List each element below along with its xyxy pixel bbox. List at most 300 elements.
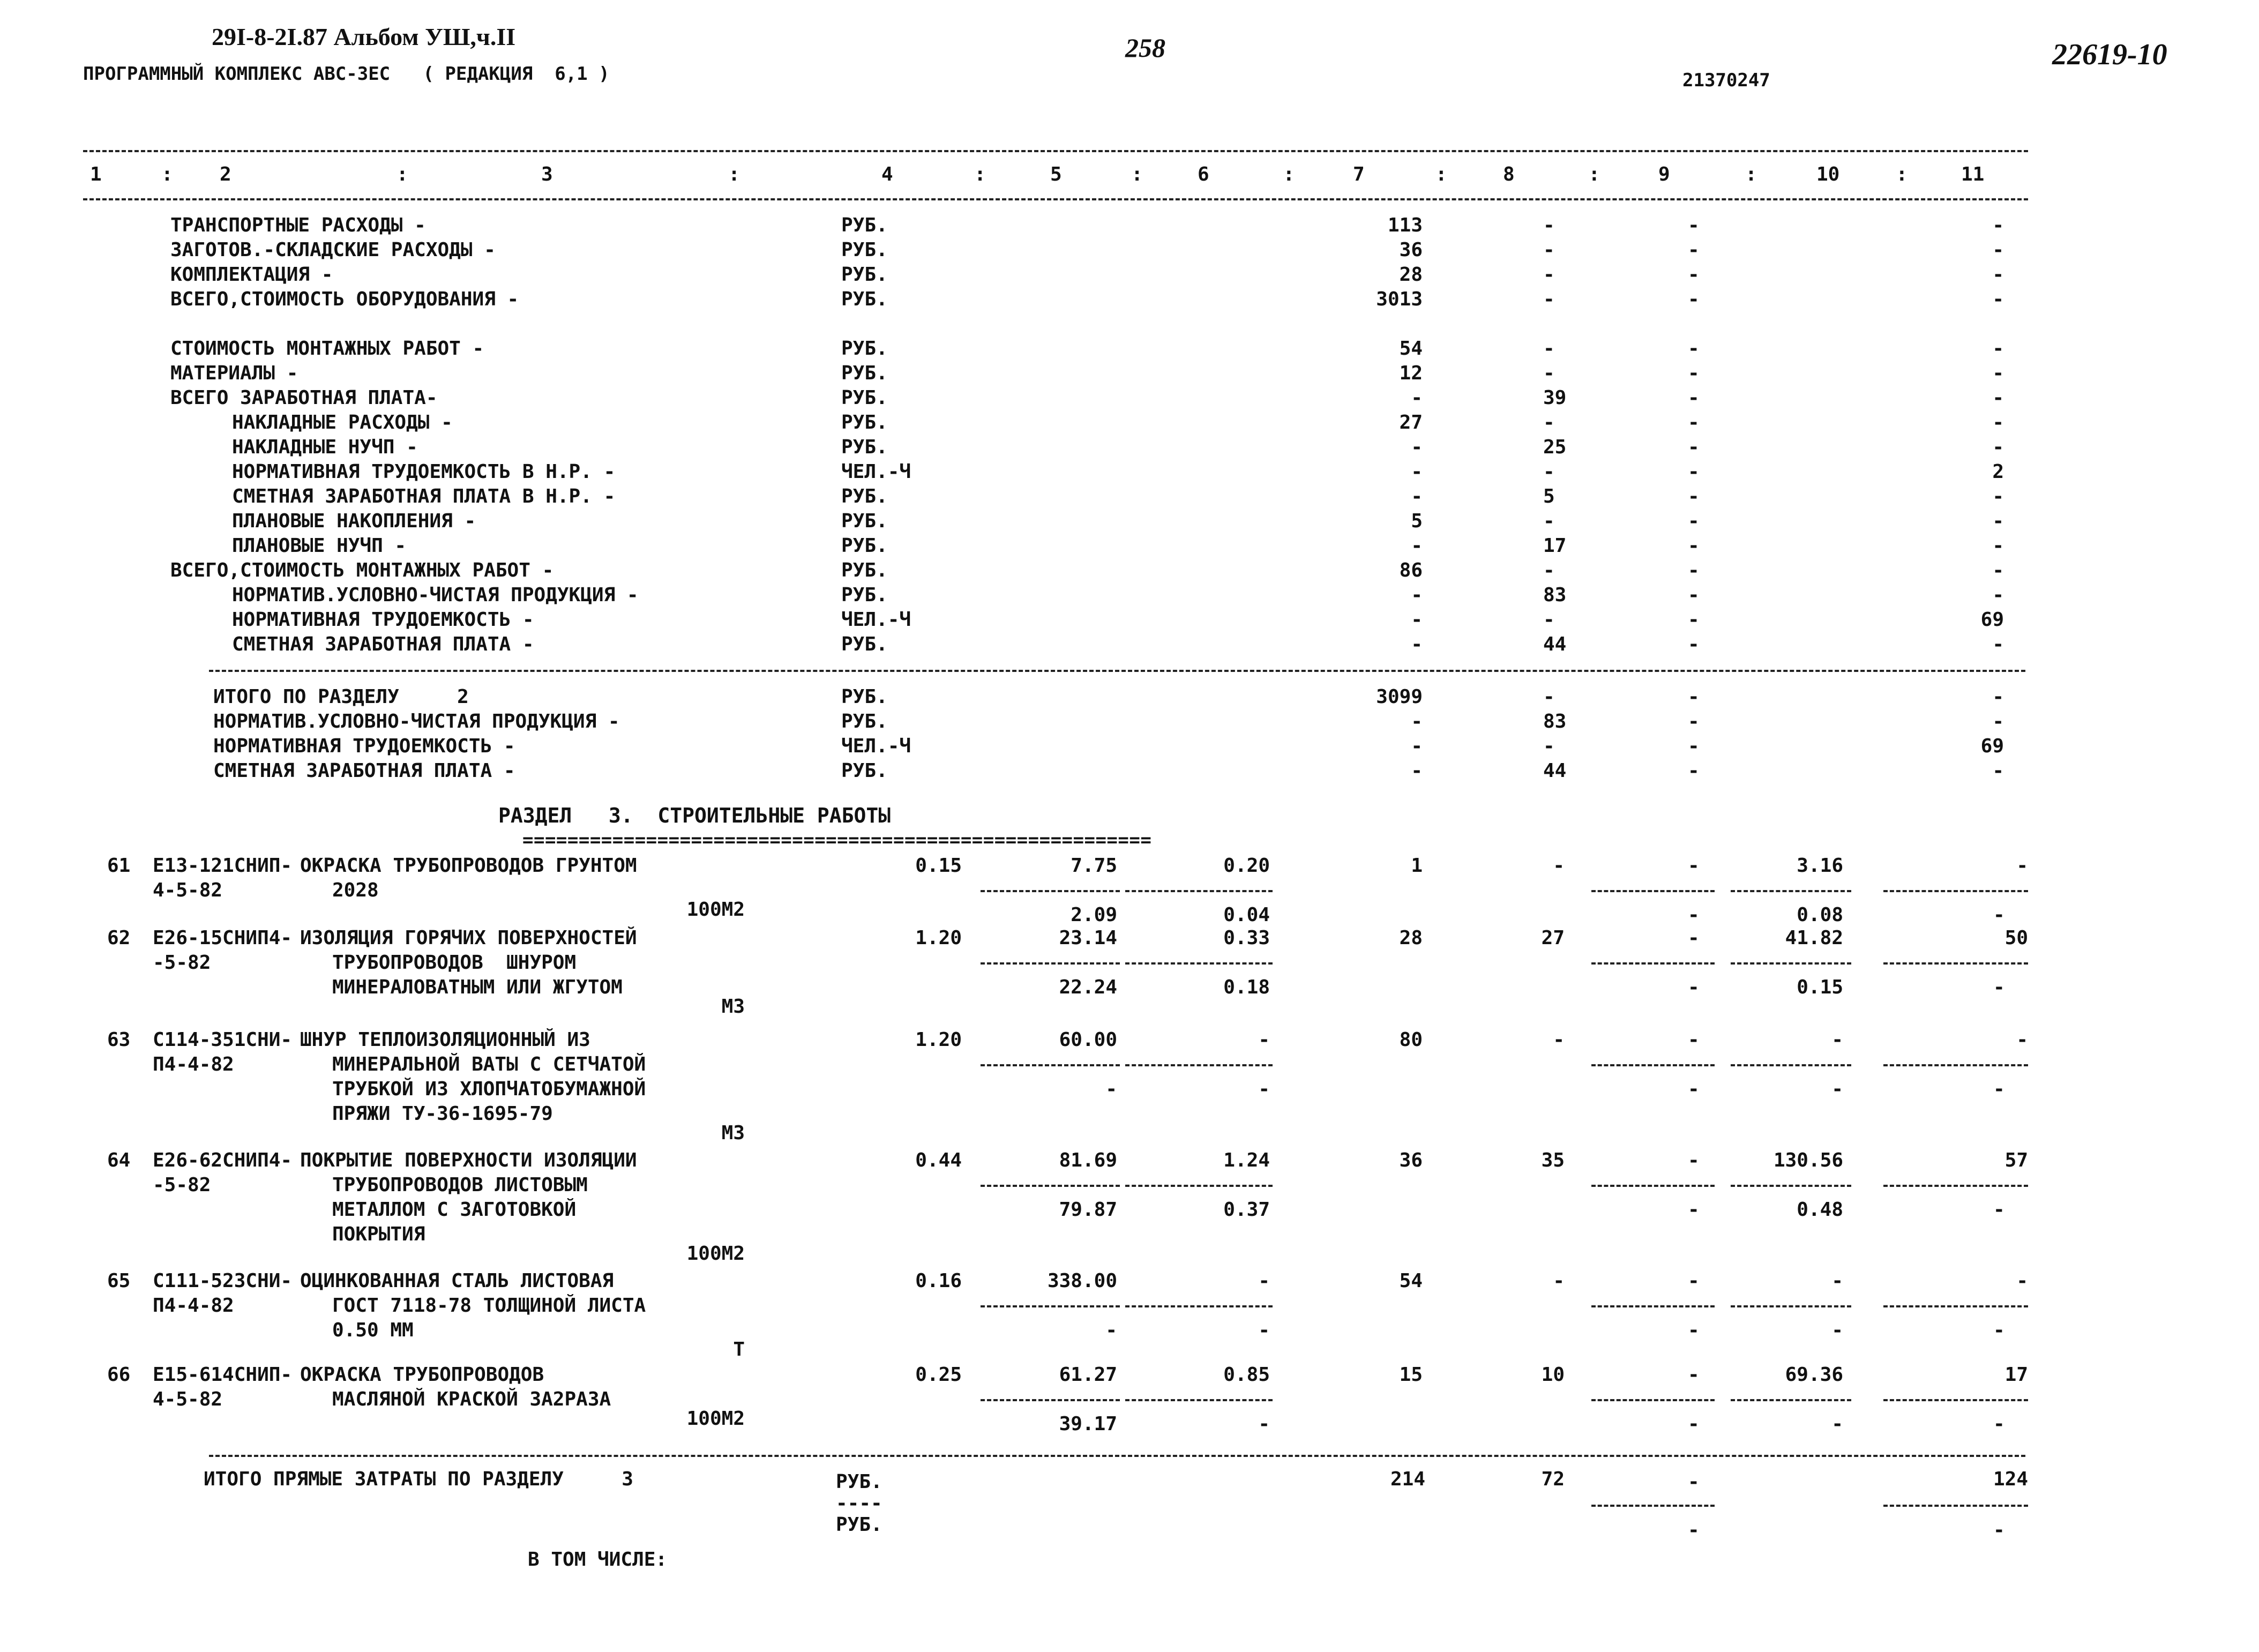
table-row	[0, 510, 2259, 535]
row-unit: РУБ.	[841, 711, 888, 732]
col9-value-2: -	[1688, 1199, 1700, 1221]
row-unit: РУБ.	[841, 412, 888, 433]
col11-value: -	[1992, 711, 2004, 732]
col8-value: -	[1543, 735, 1555, 757]
row-unit: РУБ.	[841, 239, 888, 261]
item-code: С111-523СНИ-	[153, 1270, 293, 1292]
value-separator	[1125, 1399, 1273, 1401]
value-separator	[981, 1305, 1120, 1307]
col5-value: 7.75	[1071, 855, 1117, 877]
table-top-rule	[83, 150, 2028, 152]
table-row	[0, 264, 2259, 288]
col7-value: 3013	[1376, 288, 1423, 310]
row-label: НАКЛАДНЫЕ РАСХОДЫ -	[232, 412, 453, 433]
value-separator	[1731, 1399, 1851, 1401]
column-number-5: 5	[1050, 163, 1062, 185]
item-description: ПОКРЫТИЯ	[332, 1223, 425, 1245]
item-description: 2028	[332, 879, 379, 901]
col9-value: -	[1688, 584, 1700, 606]
col11-value: -	[1992, 412, 2004, 433]
row-label: ИТОГО ПО РАЗДЕЛУ 2	[213, 686, 469, 708]
col10-value-2: -	[1831, 1413, 1843, 1435]
row-unit: ЧЕЛ.-Ч	[841, 609, 911, 631]
col11-value: -	[1992, 436, 2004, 458]
row-label: СМЕТНАЯ ЗАРАБОТНАЯ ПЛАТА -	[213, 760, 515, 782]
value-separator	[1125, 1185, 1273, 1187]
col11-value-2: -	[1993, 976, 2005, 998]
col8-value: -	[1553, 855, 1565, 877]
value-separator	[1883, 1399, 2028, 1401]
col7-value: 113	[1387, 214, 1423, 236]
col11-value: 2	[1992, 461, 2004, 483]
col8-value: -	[1543, 362, 1555, 384]
item-unit: 100М2	[686, 1408, 745, 1430]
item-code: Е26-62СНИП4-	[153, 1149, 293, 1171]
item-number: 62	[107, 927, 131, 949]
col8-value: 44	[1543, 633, 1567, 655]
col9-value: -	[1688, 214, 1700, 236]
col11-value: 57	[2004, 1149, 2028, 1171]
column-separator: :	[397, 163, 408, 185]
col8-value: 83	[1543, 584, 1567, 606]
item-number: 64	[107, 1149, 131, 1171]
item-unit: Т	[733, 1339, 745, 1361]
item-number: 61	[107, 855, 131, 877]
column-separator: :	[1435, 163, 1447, 185]
col6-value: 0.20	[1223, 855, 1270, 877]
col9-value: -	[1688, 485, 1700, 507]
table-row	[0, 412, 2259, 436]
item-code-continued: П4-4-82	[153, 1295, 234, 1317]
col7-value: 36	[1399, 239, 1423, 261]
col8-value: 83	[1543, 711, 1567, 732]
col8-value: -	[1543, 338, 1555, 360]
col9-value: -	[1688, 1029, 1700, 1051]
col9-value: -	[1688, 760, 1700, 782]
col11-value: -	[1992, 239, 2004, 261]
row-unit: РУБ.	[841, 387, 888, 409]
item-description: ГОСТ 7118-78 ТОЛЩИНОЙ ЛИСТА	[332, 1295, 646, 1317]
col5-value: 81.69	[1059, 1149, 1117, 1171]
value-separator	[1591, 1305, 1715, 1307]
row-unit: РУБ.	[841, 288, 888, 310]
col11-value: -	[2016, 1029, 2028, 1051]
column-number-7: 7	[1353, 163, 1365, 185]
col10-value-2: 0.15	[1797, 976, 1843, 998]
value-separator	[1591, 1399, 1715, 1401]
col8-value: -	[1543, 239, 1555, 261]
col8-value: -	[1543, 686, 1555, 708]
direct-total-col11: 124	[1993, 1468, 2028, 1490]
col9-value-2: -	[1688, 1413, 1700, 1435]
col8-value: -	[1543, 288, 1555, 310]
value-separator	[1125, 962, 1273, 965]
item-code-continued: П4-4-82	[153, 1053, 234, 1075]
direct-total-col9-2: -	[1688, 1519, 1700, 1541]
value-separator	[1591, 962, 1715, 965]
col7-value: -	[1411, 485, 1423, 507]
col7-value: 12	[1399, 362, 1423, 384]
value-separator	[981, 1064, 1120, 1066]
col11-value: 50	[2004, 927, 2028, 949]
column-separator: :	[1588, 163, 1600, 185]
table-row	[0, 288, 2259, 313]
item-code: С114-351СНИ-	[153, 1029, 293, 1051]
item-code: Е13-121СНИП-	[153, 855, 293, 877]
column-number-9: 9	[1658, 163, 1670, 185]
col9-value: -	[1688, 338, 1700, 360]
row-unit: РУБ.	[841, 264, 888, 286]
value-separator	[1883, 1185, 2028, 1187]
col11-value: -	[1992, 264, 2004, 286]
row-label: ВСЕГО ЗАРАБОТНАЯ ПЛАТА-	[170, 387, 438, 409]
col7-value: -	[1411, 535, 1423, 557]
row-label: НОРМАТИВНАЯ ТРУДОЕМКОСТЬ -	[213, 735, 515, 757]
row-unit: РУБ.	[841, 760, 888, 782]
col9-value: -	[1688, 461, 1700, 483]
col8-value: 5	[1543, 485, 1555, 507]
col9-value: -	[1688, 387, 1700, 409]
col10-value: 69.36	[1785, 1364, 1843, 1386]
col11-value: -	[1992, 535, 2004, 557]
table-row	[0, 735, 2259, 760]
item-quantity: 0.25	[915, 1364, 962, 1386]
item-description: ТРУБОПРОВОДОВ ЛИСТОВЫМ	[332, 1174, 588, 1196]
col10-value: 41.82	[1785, 927, 1843, 949]
col10-value-2: 0.08	[1797, 904, 1843, 926]
col11-value: -	[1992, 485, 2004, 507]
col11-value-2: -	[1993, 1078, 2005, 1100]
col8-value: -	[1543, 264, 1555, 286]
col6-value-2: 0.18	[1223, 976, 1270, 998]
row-unit: РУБ.	[841, 584, 888, 606]
value-separator	[981, 890, 1120, 892]
col11-value-2: -	[1993, 1319, 2005, 1341]
col7-value: 54	[1399, 1270, 1423, 1292]
col6-value-2: -	[1258, 1319, 1270, 1341]
row-unit: РУБ.	[841, 338, 888, 360]
col9-value: -	[1688, 1270, 1700, 1292]
row-label: ПЛАНОВЫЕ НАКОПЛЕНИЯ -	[232, 510, 476, 532]
table-row	[0, 760, 2259, 784]
column-separator: :	[1896, 163, 1908, 185]
col6-value-2: -	[1258, 1078, 1270, 1100]
col7-value: -	[1411, 609, 1423, 631]
item-description: ШНУР ТЕПЛОИЗОЛЯЦИОННЫЙ ИЗ	[300, 1029, 590, 1051]
table-row	[0, 387, 2259, 412]
row-unit: РУБ.	[841, 633, 888, 655]
item-code-continued: 4-5-82	[153, 1388, 223, 1410]
col7-value: 5	[1411, 510, 1423, 532]
col9-value-2: -	[1688, 1078, 1700, 1100]
row-label: НАКЛАДНЫЕ НУЧП -	[232, 436, 418, 458]
col10-value: -	[1831, 1029, 1843, 1051]
item-description: ПРЯЖИ ТУ-36-1695-79	[332, 1103, 553, 1125]
col8-value: 35	[1541, 1149, 1565, 1171]
col8-value: -	[1543, 559, 1555, 581]
col7-value: 27	[1399, 412, 1423, 433]
row-label: КОМПЛЕКТАЦИЯ -	[170, 264, 333, 286]
col9-value: -	[1688, 412, 1700, 433]
row-label: НОРМАТИВНАЯ ТРУДОЕМКОСТЬ -	[232, 609, 534, 631]
col7-value: -	[1411, 436, 1423, 458]
col7-value: -	[1411, 633, 1423, 655]
direct-total-col11-2: -	[1993, 1519, 2005, 1541]
col8-value: -	[1543, 510, 1555, 532]
column-separator: :	[1283, 163, 1295, 185]
value-separator	[1591, 1505, 1715, 1507]
row-unit: РУБ.	[841, 686, 888, 708]
col11-value: -	[1992, 288, 2004, 310]
item-code-continued: -5-82	[153, 952, 211, 974]
col9-value: -	[1688, 535, 1700, 557]
column-number-3: 3	[541, 163, 553, 185]
col8-value: 17	[1543, 535, 1567, 557]
col11-value: -	[1992, 686, 2004, 708]
col6-value-2: -	[1258, 1413, 1270, 1435]
item-description: МИНЕРАЛЬНОЙ ВАТЫ С СЕТЧАТОЙ	[332, 1053, 646, 1075]
value-separator	[1125, 1305, 1273, 1307]
col5-value: 61.27	[1059, 1364, 1117, 1386]
including-label: В ТОМ ЧИСЛЕ:	[528, 1549, 668, 1571]
item-description: МАСЛЯНОЙ КРАСКОЙ ЗА2РАЗА	[332, 1388, 611, 1410]
row-label: ВСЕГО,СТОИМОСТЬ МОНТАЖНЫХ РАБОТ -	[170, 559, 554, 581]
col11-value: -	[1992, 584, 2004, 606]
col5-value-2: -	[1105, 1319, 1117, 1341]
col9-value: -	[1688, 686, 1700, 708]
item-number: 65	[107, 1270, 131, 1292]
row-unit: ЧЕЛ.-Ч	[841, 461, 911, 483]
value-separator	[1125, 1064, 1273, 1066]
row-unit: ЧЕЛ.-Ч	[841, 735, 911, 757]
col9-value: -	[1688, 239, 1700, 261]
table-row	[0, 686, 2259, 711]
col11-value: -	[1992, 387, 2004, 409]
col11-value: 69	[1980, 735, 2004, 757]
col7-value: -	[1411, 584, 1423, 606]
item-description: ОКРАСКА ТРУБОПРОВОДОВ	[300, 1364, 544, 1386]
col11-value: -	[2016, 1270, 2028, 1292]
page-number: 258	[1125, 33, 1165, 63]
col8-value: -	[1553, 1270, 1565, 1292]
program-title: ПРОГРАММНЫЙ КОМПЛЕКС АВС-3ЕС ( РЕДАКЦИЯ 6,1 )	[83, 63, 610, 85]
col11-value: 69	[1980, 609, 2004, 631]
item-quantity: 0.44	[915, 1149, 962, 1171]
column-number-4: 4	[881, 163, 893, 185]
value-separator	[1731, 1305, 1851, 1307]
row-unit: РУБ.	[841, 485, 888, 507]
table-row	[0, 362, 2259, 387]
col6-value-2: 0.37	[1223, 1199, 1270, 1221]
col7-value: 1	[1411, 855, 1423, 877]
value-separator	[1591, 1064, 1715, 1066]
col8-value: 10	[1541, 1364, 1565, 1386]
item-description: ТРУБКОЙ ИЗ ХЛОПЧАТОБУМАЖНОЙ	[332, 1078, 646, 1100]
col9-value: -	[1688, 264, 1700, 286]
direct-total-unit-2: РУБ.	[836, 1514, 882, 1536]
value-separator	[981, 1185, 1120, 1187]
item-code: Е26-15СНИП4-	[153, 927, 293, 949]
col9-value: -	[1688, 735, 1700, 757]
col5-value-2: 2.09	[1071, 904, 1117, 926]
col8-value: -	[1543, 214, 1555, 236]
row-label: СМЕТНАЯ ЗАРАБОТНАЯ ПЛАТА В Н.Р. -	[232, 485, 616, 507]
item-description: ПОКРЫТИЕ ПОВЕРХНОСТИ ИЗОЛЯЦИИ	[300, 1149, 637, 1171]
col9-value: -	[1688, 609, 1700, 631]
value-separator	[1731, 890, 1851, 892]
col9-value: -	[1688, 510, 1700, 532]
col8-value: 25	[1543, 436, 1567, 458]
col5-value-2: 79.87	[1059, 1199, 1117, 1221]
column-number-6: 6	[1198, 163, 1209, 185]
col7-value: 86	[1399, 559, 1423, 581]
col8-value: -	[1553, 1029, 1565, 1051]
item-description: ИЗОЛЯЦИЯ ГОРЯЧИХ ПОВЕРХНОСТЕЙ	[300, 927, 637, 949]
column-separator: :	[161, 163, 173, 185]
col5-value-2: 22.24	[1059, 976, 1117, 998]
value-separator	[1883, 962, 2028, 965]
col9-value: -	[1688, 855, 1700, 877]
col11-value: 17	[2004, 1364, 2028, 1386]
direct-total-col7: 214	[1390, 1468, 1425, 1490]
direct-total-rule	[209, 1455, 2025, 1457]
column-number-8: 8	[1503, 163, 1515, 185]
item-unit: М3	[721, 1122, 745, 1144]
col8-value: 27	[1541, 927, 1565, 949]
col11-value: -	[1992, 760, 2004, 782]
col9-value-2: -	[1688, 904, 1700, 926]
value-separator	[1731, 1185, 1851, 1187]
col8-value: -	[1543, 609, 1555, 631]
col11-value: -	[1992, 559, 2004, 581]
item-code-continued: 4-5-82	[153, 879, 223, 901]
row-label: ЗАГОТОВ.-СКЛАДСКИЕ РАСХОДЫ -	[170, 239, 496, 261]
column-separator: :	[728, 163, 740, 185]
col10-value-2: 0.48	[1797, 1199, 1843, 1221]
col9-value: -	[1688, 288, 1700, 310]
row-unit: РУБ.	[841, 535, 888, 557]
col10-value-2: -	[1831, 1319, 1843, 1341]
row-label: НОРМАТИВ.УСЛОВНО-ЧИСТАЯ ПРОДУКЦИЯ -	[213, 711, 620, 732]
col9-value-2: -	[1688, 1319, 1700, 1341]
col5-value: 338.00	[1047, 1270, 1117, 1292]
table-row	[0, 584, 2259, 609]
column-separator: :	[1745, 163, 1757, 185]
row-unit: РУБ.	[841, 362, 888, 384]
item-unit: 100М2	[686, 899, 745, 921]
handwritten-number: 22619-10	[2052, 38, 2167, 71]
col6-value-2: 0.04	[1223, 904, 1270, 926]
item-quantity: 0.15	[915, 855, 962, 877]
value-separator	[981, 1399, 1120, 1401]
col11-value-2: -	[1993, 1199, 2005, 1221]
table-header-rule	[83, 198, 2028, 200]
row-label: СМЕТНАЯ ЗАРАБОТНАЯ ПЛАТА -	[232, 633, 534, 655]
item-number: 63	[107, 1029, 131, 1051]
col7-value: 3099	[1376, 686, 1423, 708]
col8-value: 39	[1543, 387, 1567, 409]
row-unit: РУБ.	[841, 510, 888, 532]
row-label: ВСЕГО,СТОИМОСТЬ ОБОРУДОВАНИЯ -	[170, 288, 519, 310]
value-separator	[1883, 1064, 2028, 1066]
col7-value: 36	[1399, 1149, 1423, 1171]
col9-value: -	[1688, 362, 1700, 384]
col11-value-2: -	[1993, 1413, 2005, 1435]
table-row	[0, 633, 2259, 658]
col9-value: -	[1688, 633, 1700, 655]
direct-total-unit: РУБ.	[836, 1471, 882, 1493]
col7-value: 28	[1399, 927, 1423, 949]
section3-underline: ========================================================	[522, 829, 1152, 851]
value-separator	[981, 962, 1120, 965]
table-row	[0, 214, 2259, 239]
col6-value: 0.85	[1223, 1364, 1270, 1386]
direct-total-col9: -	[1688, 1471, 1700, 1493]
column-separator: :	[1131, 163, 1143, 185]
item-unit: М3	[721, 996, 745, 1018]
section3-title: РАЗДЕЛ 3. СТРОИТЕЛЬНЫЕ РАБОТЫ	[498, 804, 891, 827]
col9-value: -	[1688, 436, 1700, 458]
col11-value: -	[1992, 362, 2004, 384]
col7-value: -	[1411, 711, 1423, 732]
col10-value: 3.16	[1797, 855, 1843, 877]
col7-value: -	[1411, 735, 1423, 757]
table-row	[0, 485, 2259, 510]
item-description: МИНЕРАЛОВАТНЫМ ИЛИ ЖГУТОМ	[332, 976, 623, 998]
row-unit: РУБ.	[841, 214, 888, 236]
table-row	[0, 461, 2259, 485]
col6-value: -	[1258, 1029, 1270, 1051]
col6-value: -	[1258, 1270, 1270, 1292]
col7-value: 28	[1399, 264, 1423, 286]
col8-value: -	[1543, 461, 1555, 483]
table-row	[0, 559, 2259, 584]
col7-value: -	[1411, 760, 1423, 782]
col8-value: 44	[1543, 760, 1567, 782]
col5-value-2: -	[1105, 1078, 1117, 1100]
item-code-continued: -5-82	[153, 1174, 211, 1196]
value-separator	[1591, 890, 1715, 892]
col6-value: 0.33	[1223, 927, 1270, 949]
column-number-2: 2	[220, 163, 231, 185]
direct-total-col8: 72	[1541, 1468, 1565, 1490]
col7-value: 54	[1399, 338, 1423, 360]
col11-value: -	[1992, 510, 2004, 532]
row-label: ПЛАНОВЫЕ НУЧП -	[232, 535, 407, 557]
item-unit: 100М2	[686, 1243, 745, 1265]
col10-value: 130.56	[1773, 1149, 1843, 1171]
direct-total-unit-separator: ----	[836, 1492, 882, 1514]
col9-value: -	[1688, 559, 1700, 581]
col11-value: -	[1992, 633, 2004, 655]
item-description: ТРУБОПРОВОДОВ ШНУРОМ	[332, 952, 577, 974]
row-label: ТРАНСПОРТНЫЕ РАСХОДЫ -	[170, 214, 426, 236]
col7-value: -	[1411, 461, 1423, 483]
col9-value: -	[1688, 1149, 1700, 1171]
col5-value-2: 39.17	[1059, 1413, 1117, 1435]
col5-value: 60.00	[1059, 1029, 1117, 1051]
document-code: 21370247	[1682, 70, 1770, 91]
value-separator	[1591, 1185, 1715, 1187]
item-quantity: 1.20	[915, 927, 962, 949]
album-title: 29I-8-2I.87 Альбом УШ,ч.II	[212, 23, 516, 50]
table-row	[0, 535, 2259, 559]
col11-value: -	[1992, 214, 2004, 236]
section-total-rule	[209, 670, 2025, 672]
item-description: МЕТАЛЛОМ С ЗАГОТОВКОЙ	[332, 1199, 577, 1221]
item-code: Е15-614СНИП-	[153, 1364, 293, 1386]
col9-value: -	[1688, 1364, 1700, 1386]
